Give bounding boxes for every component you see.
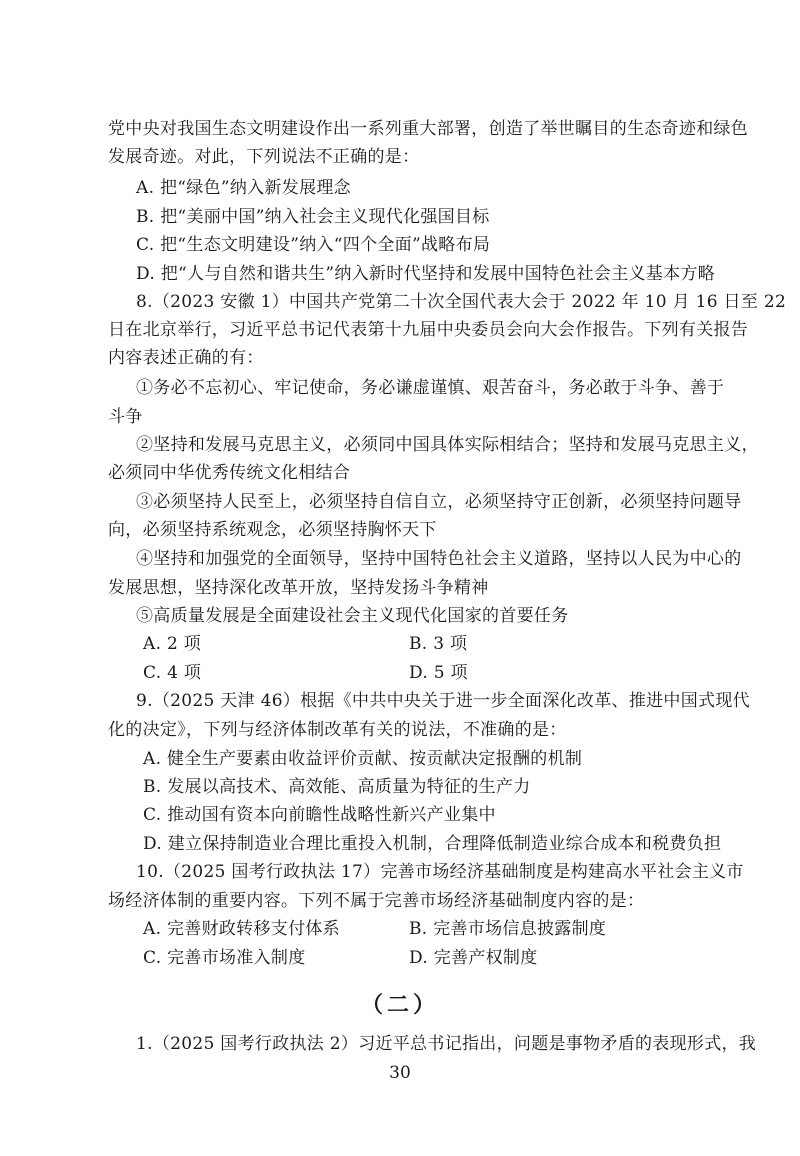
q9-option-b: B. 发展以高技术、高效能、高质量为特征的生产力 [143,777,531,797]
q8-option-a: A. 2 项 [143,634,202,654]
q8-statement-4-line-1: ④坚持和加强党的全面领导，坚持中国特色社会主义道路，坚持以人民为中心的 [136,549,742,569]
prev-question-stem-line-2: 发展奇迹。对此，下列说法不正确的是： [108,147,420,167]
prev-question-stem-line-1: 党中央对我国生态文明建设作出一系列重大部署，创造了举世瞩目的生态奇迹和绿色 [108,119,749,139]
q8-statement-2-line-2: 必须同中华优秀传统文化相结合 [108,463,351,483]
q8-option-d: D. 5 项 [409,663,468,683]
q8-statement-5: ⑤高质量发展是全面建设社会主义现代化国家的首要任务 [136,606,569,626]
q10-stem-line-1: 10.（2025 国考行政执法 17）完善市场经济基础制度是构建高水平社会主义市 [136,862,744,882]
q8-stem-line-2: 日在北京举行，习近平总书记代表第十九届中央委员会向大会作报告。下列有关报告 [108,320,749,340]
q9-stem-line-2: 化的决定》，下列与经济体制改革有关的说法，不准确的是： [108,720,567,740]
q8-statement-4-line-2: 发展思想，坚持深化改革开放，坚持发扬斗争精神 [108,578,489,598]
prev-question-option-a: A. 把“绿色”纳入新发展理念 [136,178,351,198]
q8-option-b: B. 3 项 [409,634,468,654]
q10-option-a: A. 完善财政转移支付体系 [143,919,340,939]
q8-statement-1-line-1: ①务必不忘初心、牢记使命，务必谦虚谨慎、艰苦奋斗，务必敢于斗争、善于 [136,378,725,398]
q9-stem-line-1: 9.（2025 天津 46）根据《中共中央关于进一步全面深化改革、推进中国式现代 [136,691,750,711]
page-number: 30 [389,1063,411,1083]
q10-option-c: C. 完善市场准入制度 [143,948,306,968]
q8-statement-3-line-1: ③必须坚持人民至上，必须坚持自信自立，必须坚持守正创新，必须坚持问题导 [136,492,742,512]
next-q1-stem-line-1: 1.（2025 国考行政执法 2）习近平总书记指出，问题是事物矛盾的表现形式，我 [136,1034,757,1054]
prev-question-option-b: B. 把“美丽中国”纳入社会主义现代化强国目标 [136,207,490,227]
q10-option-d: D. 完善产权制度 [409,948,538,968]
section-heading: （二） [360,992,439,1018]
q9-option-a: A. 健全生产要素由收益评价贡献、按贡献决定报酬的机制 [143,749,583,769]
q8-statement-3-line-2: 向，必须坚持系统观念，必须坚持胸怀天下 [108,520,437,540]
q8-statement-1-line-2: 斗争 [108,407,143,427]
q9-option-d: D. 建立保持制造业合理比重投入机制，合理降低制造业综合成本和税费负担 [143,834,722,854]
prev-question-option-d: D. 把“人与自然和谐共生”纳入新时代坚持和发展中国特色社会主义基本方略 [136,264,716,284]
q8-option-c: C. 4 项 [143,663,202,683]
q9-option-c: C. 推动国有资本向前瞻性战略性新兴产业集中 [143,805,496,825]
q8-stem-line-1: 8.（2023 安徽 1）中国共产党第二十次全国代表大会于 2022 年 10 月 16 日至 22 [136,292,787,312]
q8-statement-2-line-1: ②坚持和发展马克思主义，必须同中国具体实际相结合；坚持和发展马克思主义， [136,435,759,455]
q10-option-b: B. 完善市场信息披露制度 [409,919,607,939]
prev-question-option-c: C. 把“生态文明建设”纳入“四个全面”战略布局 [136,235,491,255]
q8-stem-line-3: 内容表述正确的有： [108,348,264,368]
q10-stem-line-2: 场经济体制的重要内容。下列不属于完善市场经济基础制度内容的是： [108,891,645,911]
